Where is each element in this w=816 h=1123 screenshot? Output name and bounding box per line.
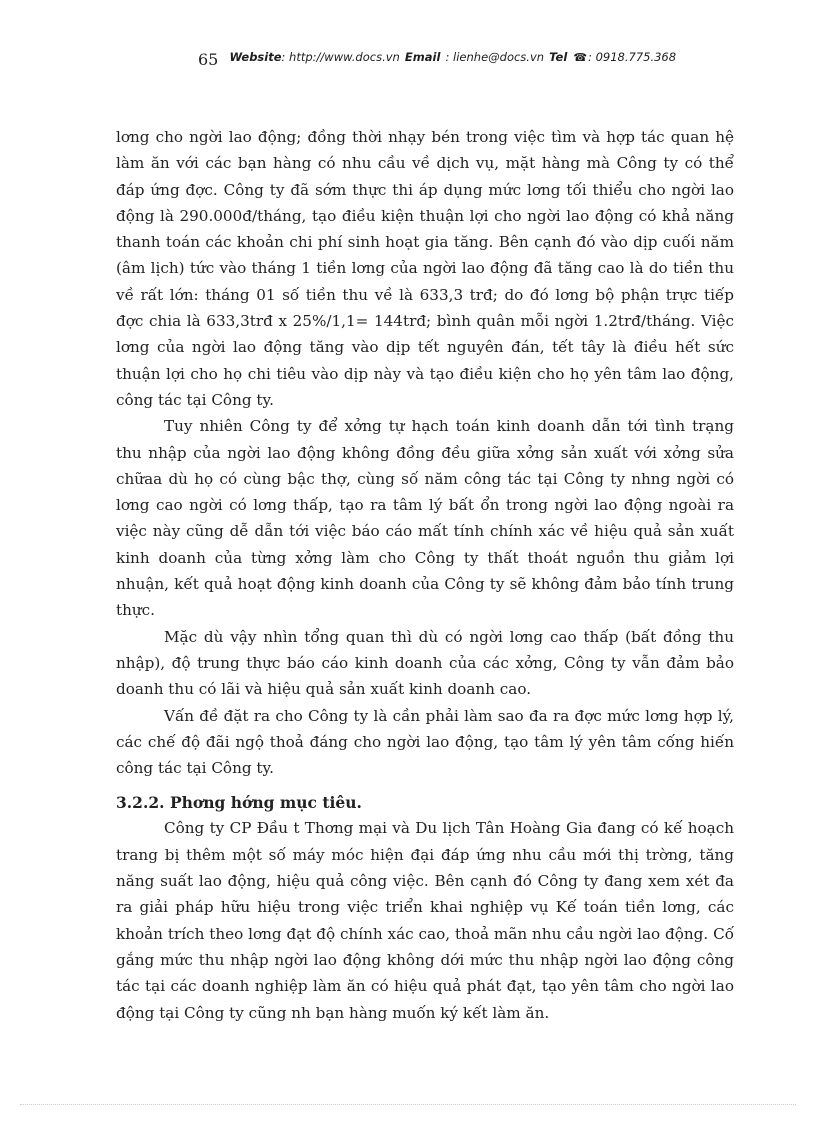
section-paragraph: Công ty CP Đầu t Thơng mại và Du lịch Tân Hoàng Gia đang có kế hoạch trang bị thêm một số máy móc hiện đại đáp ứng nhu cầu mới thị trờng, tăng năng suất lao động, hiệu quả công việc. Bên cạnh đó Công ty đang xem xét đa ra giải pháp hữu hiệu trong việc triển khai nghiệp vụ Kế toán tiền lơng, các khoản trích theo lơng đạt độ chính xác cao, thoả mãn nhu cầu ngời lao động. Cố gắng mức thu nhập ngời lao động không dới mức thu nhập ngời lao động công tác tại các doanh nghiệp làm ăn có hiệu quả phát đạt, tạo yên tâm cho ngời lao động tại Công ty cũng nh bạn hàng muốn ký kết làm ăn. [116, 819, 734, 1022]
phone-icon: ☎ [573, 51, 588, 64]
page-number: 65 [198, 50, 219, 69]
website-link[interactable]: : http://www.docs.vn [281, 50, 400, 64]
paragraph-4: Vấn đề đặt ra cho Công ty là cần phải làm sao đa ra đợc mức lơng hợp lý, các chế độ đãi ngộ thoả đáng cho ngời lao động, tạo tâm lý yên tâm cống hiến công tác tại Công ty. [116, 706, 734, 778]
tel-number: : 0918.775.368 [588, 50, 677, 64]
tel-label: Tel [549, 50, 568, 64]
paragraph-2: Tuy nhiên Công ty để xởng tự hạch toán kinh doanh dẫn tới tình trạng thu nhập của ngời lao động không đồng đều giữa xởng sản xuất với xởng sửa chữaa dù họ có cùng bậc thợ, cùng số năm công tác tại Công ty nhng ngời có lơng cao ngời có lơng thấp, tạo ra tâm lý bất ổn trong ngời lao động ngoài ra việc này cũng dễ dẫn tới việc báo cáo mất tính chính xác về hiệu quả sản xuất kinh doanh của từng xởng làm cho Công ty thất thoát nguồn thu giảm lợi nhuận, kết quả hoạt động kinh doanh của Công ty sẽ không đảm bảo tính trung thực. [116, 417, 734, 620]
website-label: Website [229, 50, 282, 64]
email-label: Email [404, 50, 441, 64]
paragraph-1: lơng cho ngời lao động; đồng thời nhạy bén trong việc tìm và hợp tác quan hệ làm ăn với các bạn hàng có nhu cầu về dịch vụ, mặt hàng mà Công ty có thể đáp ứng đợc. Công ty đã sớm thực thi áp dụng mức lơng tối thiểu cho ngời lao động là 290.000đ/tháng, tạo điều kiện thuận lợi cho ngời lao động có khả năng thanh toán các khoản chi phí sinh hoạt gia tăng. Bên cạnh đó vào dịp cuối năm (âm lịch) tức vào tháng 1 tiền lơng của ngời lao động đã tăng cao là do tiền thu về rất lớn: tháng 01 số tiền thu về là 633,3 trđ; do đó lơng bộ phận trực tiếp đợc chia là 633,3trđ x 25%/1,1= 144trđ; bình quân mỗi ngời 1.2trđ/tháng. Việc lơng của ngời lao động tăng vào dịp tết nguyên đán, tết tây là điều hết sức thuận lợi cho họ chi tiêu vào dịp này và tạo điều kiện cho họ yên tâm lao động, công tác tại Công ty. [116, 128, 734, 409]
page-bottom-divider [20, 1104, 796, 1105]
paragraph-3: Mặc dù vậy nhìn tổng quan thì dù có ngời lơng cao thấp (bất đồng thu nhập), độ trung thực báo cáo kinh doanh của các xởng, Công ty vẫn đảm bảo doanh thu có lãi và hiệu quả sản xuất kinh doanh cao. [116, 627, 734, 699]
document-body [116, 124, 734, 1026]
page-header [198, 46, 758, 68]
email-link[interactable]: : lienhe@docs.vn [445, 50, 545, 64]
section-heading: 3.2.2. Phơng hớng mục tiêu. [116, 793, 362, 813]
